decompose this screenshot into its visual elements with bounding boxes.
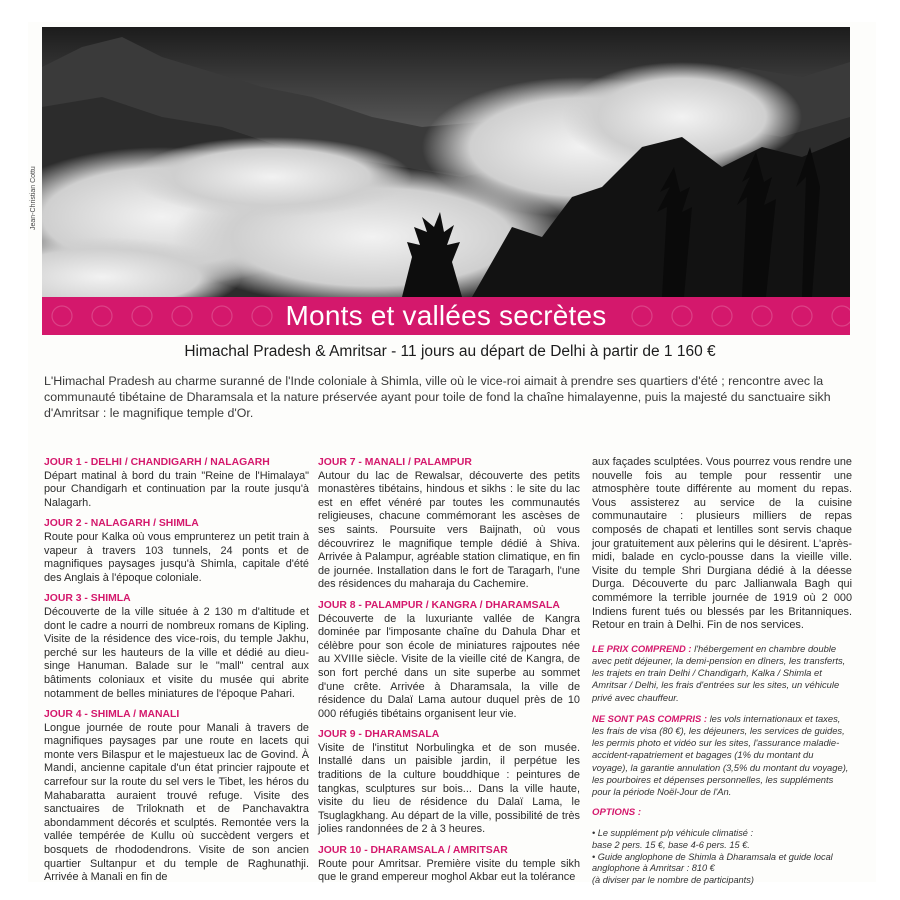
- day-description: Départ matinal à bord du train "Reine de l'Himalaya" pour Chandigarh et continuation par la route jusqu'à Nalagarh.: [44, 469, 309, 509]
- price-includes-label: LE PRIX COMPREND :: [592, 642, 692, 654]
- itinerary-day: [318, 599, 580, 721]
- day-10-continuation: aux façades sculptées. Vous pourrez vous rendre une nouvelle fois au temple pour ressentir une atmosphère toute différente au moment du repas. Vous assisterez au service de la cuisine communautaire : plusieurs milliers de repas composés de chapati et lentilles sont servis chaque jour gratuitement aux pèlerins qui le désirent. L'après-midi, balade en cyclo-pousse dans la vieille ville. Visite du temple Shri Durgiana dédié à la déesse Durga. Découverte du parc Jallianwala Bagh qui commémore la terrible journée de 1919 où 2 000 Indiens furent tués ou blessés par les Britanniques. Retour en train à Delhi. Fin de nos services.: [592, 456, 852, 632]
- price-includes: [592, 643, 852, 704]
- itinerary-day: [318, 844, 580, 885]
- itinerary-day: [44, 517, 309, 585]
- day-title: JOUR 10 - DHARAMSALA / AMRITSAR: [318, 845, 508, 857]
- price-excludes-label: NE SONT PAS COMPRIS :: [592, 712, 707, 724]
- day-description: Longue journée de route pour Manali à travers de magnifiques paysages par une route en lacets qui monte vers Bilaspur et le majestueux lac de Govind. À Mandi, ancienne capitale d'un état princier rajpoute et carrefour sur la route du sel vers le Tibet, les héros du Mahabaratta auraient trouvé refuge. Visite des sanctuaires de Triloknath et de Panchavaktra abondamment décorés et sculptés. Remontée vers la vallée tempérée de Kullu où succèdent vergers et bosquets de rhododendrons. Visite de son ancien quartier Sultanpur et du temple de Raghunathji. Arrivée à Manali en fin de: [44, 721, 309, 884]
- day-title: JOUR 9 - DHARAMSALA: [318, 729, 440, 741]
- day-title: JOUR 3 - SHIMLA: [44, 593, 131, 605]
- itinerary-column-2: [318, 456, 580, 892]
- day-description: Route pour Kalka où vous emprunterez un petit train à vapeur à travers 103 tunnels, 24 ponts et de magnifiques paysages jusqu'à Shimla, capitale d'été des Anglais à l'époque coloniale.: [44, 530, 309, 584]
- option-line: • Le supplément p/p véhicule climatisé :: [592, 828, 754, 839]
- intro-paragraph: L'Himachal Pradesh au charme suranné de l'Inde coloniale à Shimla, ville où le vice-roi aimait à prendre ses quartiers d'été ; rencontre avec la communauté tibétaine de Dharamsala et la nature préservée ayant pour toile de fond la chaîne himalayenne, puis la majesté du sanctuaire sikh d'Amritsar : le magnifique temple d'Or.: [44, 374, 831, 420]
- option-line: anglophone à Amritsar : 810 €: [592, 863, 715, 874]
- day-title: JOUR 4 - SHIMLA / MANALI: [44, 709, 180, 721]
- itinerary-day: [44, 456, 309, 510]
- title-banner: [42, 297, 850, 335]
- mountain-photo: [42, 27, 850, 297]
- itinerary-day: [318, 456, 580, 592]
- itinerary-column-3: [592, 456, 852, 886]
- option-line: (à diviser par le nombre de participants): [592, 874, 754, 885]
- page-title: Monts et vallées secrètes: [285, 300, 607, 331]
- photo-credit: Jean-Christian Cottu: [30, 166, 37, 230]
- price-excludes-text: les vols internationaux et taxes, les frais de visa (80 €), les déjeuners, les services de guides, les permis photo et vidéo sur les sites, l'assurance maladie-accident-rapatriement et bagages (1% du montant du voyage), la garantie annulation (3,5% du montant du voyage), les pourboires et dépenses personnelles, les suppléments pour la période Noël-Jour de l'An.: [592, 712, 849, 797]
- price-includes-text: l'hébergement en chambre double avec petit déjeuner, la demi-pension en dîners, les transferts, les trajets en train Delhi / Chandigarh, Kalka / Shimla et Amritsar / Delhi, les frais d'entrées sur les sites, un véhicule privé avec chauffeur.: [592, 642, 846, 703]
- options-list: [592, 828, 852, 886]
- price-excludes: [592, 713, 852, 798]
- day-description: Découverte de la ville située à 2 130 m d'altitude et dont le cadre a nourri de nombreux romans de Kipling. Visite de la résidence des vice-rois, du temple Jakhu, perché sur les hauteurs de la ville et dédié au dieu-singe Hanuman. Balade sur le "mall" central aux bâtiments coloniaux et visite du musée qui abrite notamment de belles miniatures de l'époque Pahari.: [44, 605, 309, 700]
- day-title: JOUR 8 - PALAMPUR / KANGRA / DHARAMSALA: [318, 599, 560, 611]
- itinerary-column-1: [44, 456, 309, 892]
- day-title: JOUR 7 - MANALI / PALAMPUR: [318, 457, 472, 468]
- day-description: Découverte de la luxuriante vallée de Kangra dominée par l'imposante chaîne du Dahula Dhar et célèbre pour son école de miniatures rajpoutes née au XVIIIe siècle. Visite de la vieille cité de Kangra, de son fort perché dans un site superbe au sommet d'une crête. Arrivée à Dharamsala, la ville de résidence du Dalaï Lama autour duquel près de 10 000 réfugiés tibétains organisent leur vie.: [318, 612, 580, 720]
- day-description: Autour du lac de Rewalsar, découverte des petits monastères tibétains, hindous et sikhs : le site du lac est en effet vénéré par toutes les communautés religieuses, chacune commémorant les ascèses de ses saints. Poursuite vers Baijnath, où vous découvrirez le magnifique temple dédié à Shiva. Arrivée à Palampur, agréable station climatique, en fin de journée. Installation dans le fort de Taragarh, l'une des résidences du maharaja du Cachemire.: [318, 469, 580, 591]
- option-line: • Guide anglophone de Shimla à Dharamsala et guide local: [592, 851, 833, 862]
- itinerary-day: [44, 592, 309, 701]
- options-title: OPTIONS :: [592, 807, 642, 819]
- day-title: JOUR 1 - DELHI / CHANDIGARH / NALAGARH: [44, 457, 270, 468]
- day-description: Route pour Amritsar. Première visite du temple sikh que le grand empereur moghol Akbar eut la tolérance: [318, 857, 580, 884]
- day-description: Visite de l'institut Norbulingka et de son musée. Installé dans un paisible jardin, il perpétue les traditions de la culture bouddhique : peintures de tangkas, sculptures sur bois... Dans la ville haute, visite du lieu de résidence du Dalaï Lama, le Tsuglagkhang. Au départ de la ville, possibilité de très jolies randonnées de 2 à 3 heures.: [318, 741, 580, 836]
- day-title: JOUR 2 - NALAGARH / SHIMLA: [44, 518, 199, 530]
- trip-subtitle: Himachal Pradesh & Amritsar - 11 jours au départ de Delhi à partir de 1 160 €: [184, 343, 716, 360]
- itinerary-day: [44, 708, 309, 885]
- itinerary-day: [318, 728, 580, 837]
- option-line: base 2 pers. 15 €, base 4-6 pers. 15 €.: [592, 839, 750, 850]
- price-info: [592, 643, 852, 887]
- mountain-landscape-image: [42, 27, 850, 297]
